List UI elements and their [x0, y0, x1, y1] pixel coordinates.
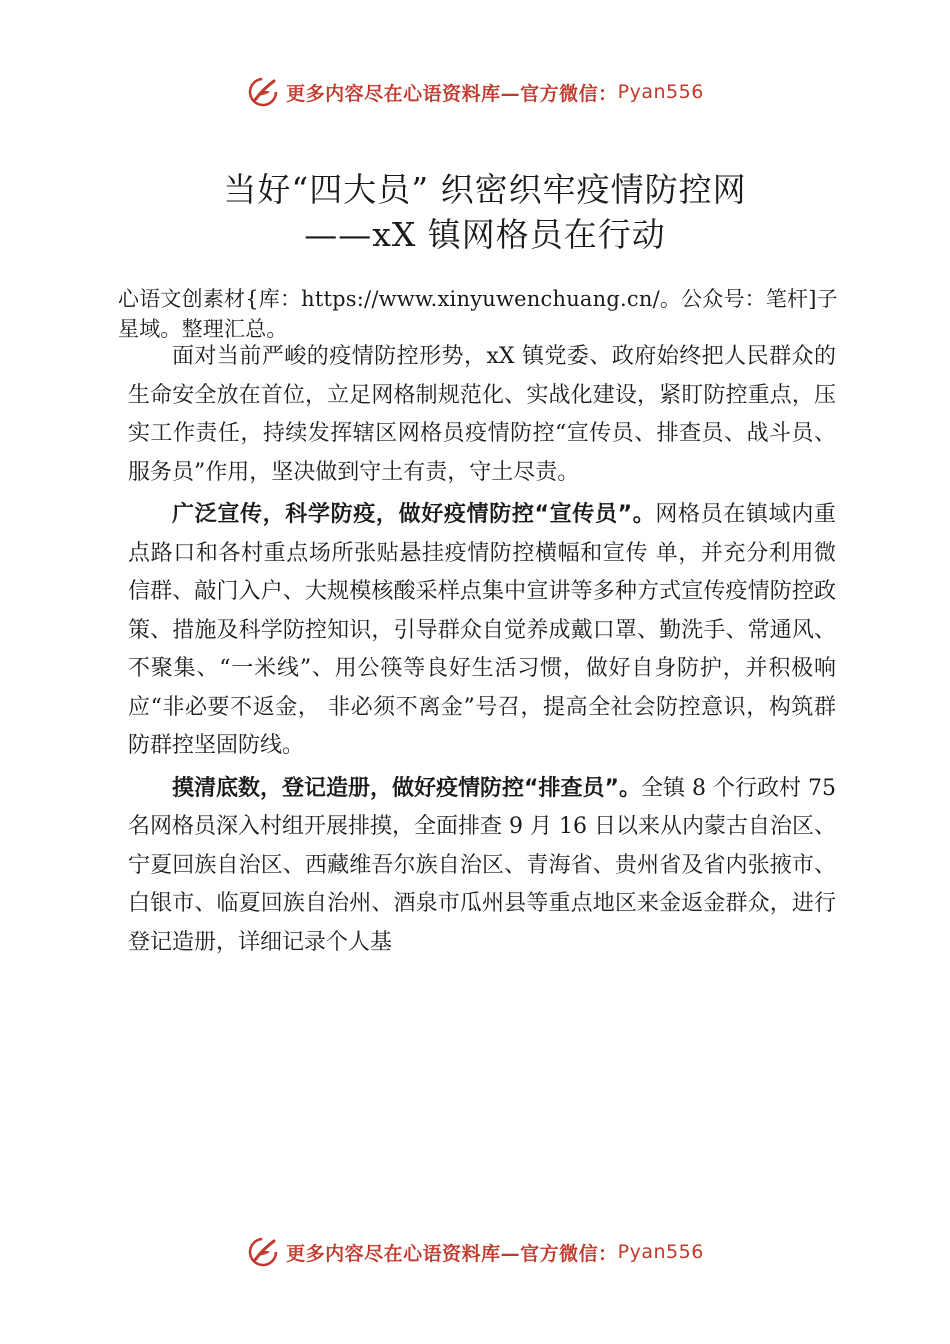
paragraph-text: 全镇 8 个行政村 75 名网格员深入村组开展排摸，全面排查 9 月 16 日以来从内蒙古自治区、宁夏回族自治区、西藏维吾尔族自治区、青海省、贵州省及省内张掖市、白银市、临夏回族自治州、酒泉市瓜州县等重点地区来金返金群众，进行登记造册，详细记录个人基	[128, 775, 836, 955]
document-title: 当好“四大员” 织密织牢疫情防控网	[223, 170, 747, 209]
paragraph-investigation	[128, 770, 836, 963]
header-watermark-banner	[0, 72, 950, 112]
source-note: 心语文创素材{库：https://www.xinyuwenchuang.cn/。公众号：笔杆]子星域。整理汇总。	[118, 287, 838, 341]
paragraph-lead: 广泛宣传，科学防疫，做好疫情防控“宣传员”。	[172, 502, 656, 527]
paragraph-text: 面对当前严峻的疫情防控形势，xX 镇党委、政府始终把人民群众的生命安全放在首位，立足网格制规范化、实战化建设，紧盯防控重点，压实工作责任，持续发挥辖区网格员疫情防控“宣传员、排查员、战斗员、服务员”作用，坚决做到守土有责，守土尽责。	[128, 344, 836, 485]
paragraph-publicity	[128, 496, 836, 766]
document-subtitle: ——xX 镇网格员在行动	[304, 215, 666, 254]
document-body	[128, 338, 836, 966]
paragraph-text: 网格员在镇域内重点路口和各村重点场所张贴悬挂疫情防控横幅和宣传 单，并充分利用微信群、敲门入户、大规模核酸采样点集中宣讲等多种方式宣传疫情防控政策、措施及科学防控知识，引导群众自觉养成戴口罩、勤洗手、常通风、不聚集、“一米线”、用公筷等良好生活习惯，做好自身防护，并积极响应“非必要不返金， 非必须不离金”号召，提高全社会防控意识，构筑群防群控坚固防线。	[128, 502, 836, 758]
footer-watermark-banner	[0, 1232, 950, 1272]
brush-leaf-logo-icon	[246, 75, 280, 109]
paragraph-intro	[128, 338, 836, 492]
watermark-label: 更多内容尽在心语资料库—官方微信：	[286, 82, 618, 105]
watermark-contact: Pyan556	[617, 81, 704, 103]
watermark-contact: Pyan556	[617, 1241, 704, 1263]
watermark-label: 更多内容尽在心语资料库—官方微信：	[286, 1242, 618, 1265]
paragraph-lead: 摸清底数，登记造册，做好疫情防控“排查员”。	[172, 775, 641, 801]
brush-leaf-logo-icon	[246, 1235, 280, 1269]
